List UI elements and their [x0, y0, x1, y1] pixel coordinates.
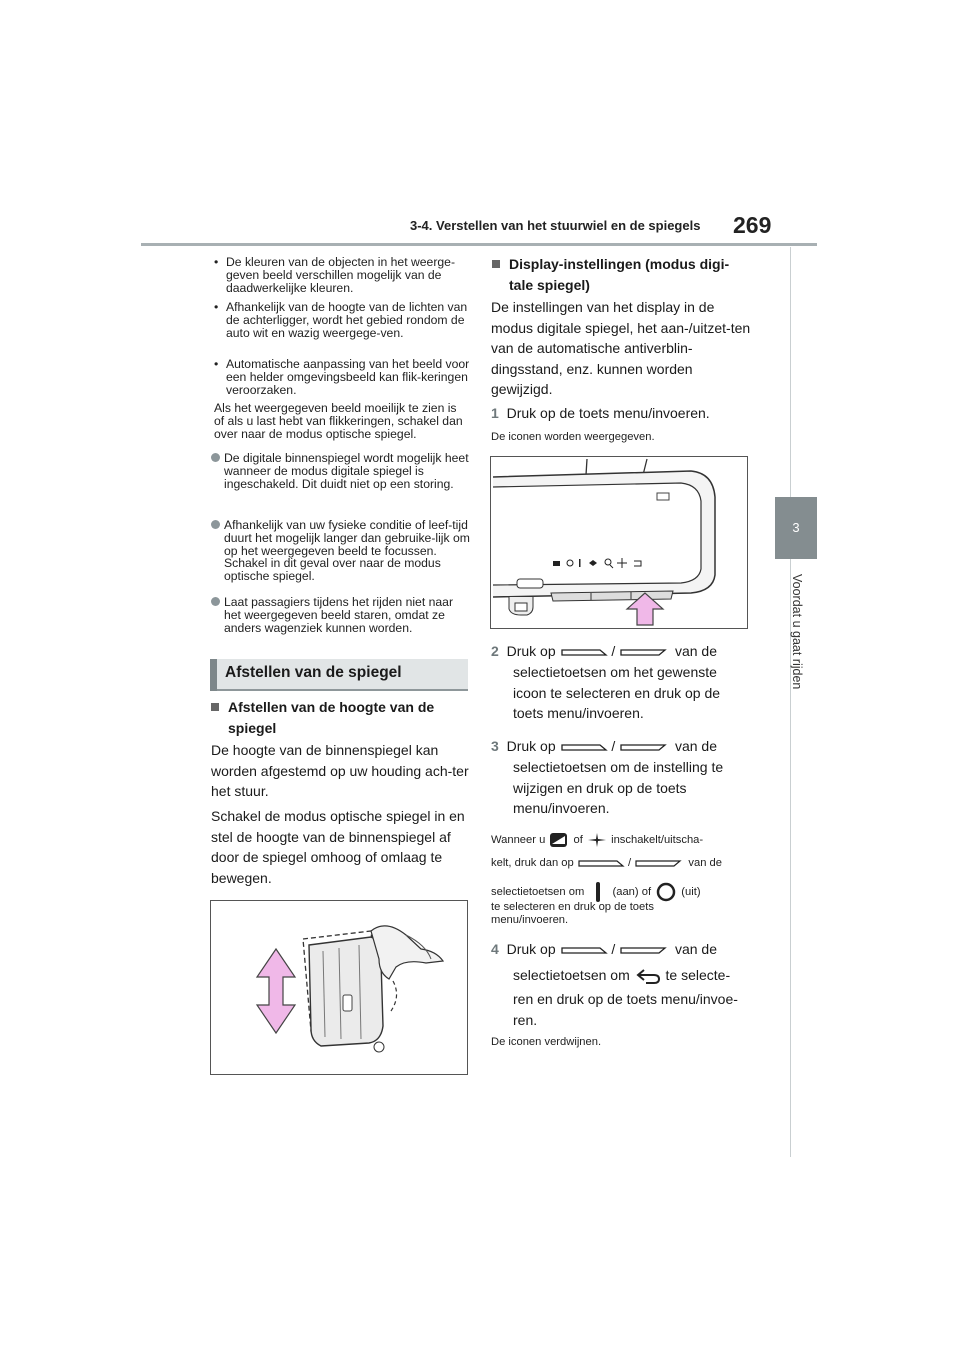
up-select-button-icon	[560, 647, 608, 657]
note-item: Afhankelijk van uw fysieke conditie of leef-tijd duurt het mogelijk langer dan gebruike-lijk om op het weergegeven beeld te focussen. Schakel in dit geval over naar de modus optische spiegel.	[211, 519, 471, 583]
up-select-button-icon	[560, 742, 608, 752]
down-select-button-icon	[619, 945, 667, 955]
step-2: 2 Druk op / van de	[491, 643, 717, 659]
note-dot-icon	[211, 520, 220, 529]
bullet-followup: Als het weergegeven beeld moeilijk te zien is of als u last hebt van flikkeringen, schakel dan over naar de modus optische spiegel.	[214, 401, 463, 441]
return-arrow-icon	[634, 966, 662, 986]
step-note: De iconen verdwijnen.	[491, 1036, 602, 1048]
digital-mirror-figure	[490, 456, 748, 629]
note-line: selectietoetsen om (aan) of (uit)	[491, 881, 753, 903]
up-select-button-icon	[577, 858, 625, 868]
bullet-item: • Afhankelijk van de hoogte van de lichten van de achterligger, wordt het gebied rondom de auto wit en wazig weergege-ven.	[214, 300, 468, 340]
page-number: 269	[733, 212, 772, 238]
subheading: Afstellen van de hoogte van de spiegel	[228, 699, 435, 736]
off-circle-icon	[654, 881, 678, 903]
note-item: De digitale binnenspiegel wordt mogelijk heet wanneer de modus digitale spiegel is ingeschakeld. Dit duidt niet op een storing.	[211, 452, 471, 490]
header-rule	[141, 243, 817, 246]
step-4-line: selectietoetsen om te selecte-	[513, 965, 753, 986]
step-note: De iconen worden weergegeven.	[491, 431, 655, 443]
paragraph: Schakel de modus optische spiegel in en stel de hoogte van de binnenspiegel af door de spiegel omhoog of omlaag te bewegen.	[211, 808, 465, 886]
auto-dimming-icon	[548, 832, 570, 848]
brightness-sparkle-icon	[586, 832, 608, 848]
paragraph: De instellingen van het display in de modus digitale spiegel, het aan-/uitzet-ten van de automatische antiverblin-dingsstand, enz. kunnen worden gewijzigd.	[491, 299, 751, 397]
step-2-text: selectietoetsen om het gewenste icoon te selecteren en druk op de toets menu/invoeren.	[513, 664, 721, 721]
down-select-button-icon	[634, 858, 682, 868]
down-select-button-icon	[619, 647, 667, 657]
heading-bar	[210, 659, 217, 691]
note-dot-icon	[211, 453, 220, 462]
square-bullet-icon	[492, 260, 500, 268]
mirror-height-figure	[210, 900, 468, 1075]
step-3-text: selectietoetsen om de instelling te wijzigen en druk op de toets menu/invoeren.	[513, 759, 724, 816]
note-item: Laat passagiers tijdens het rijden niet naar het weergegeven beeld staren, omdat ze anders wagenziek kunnen worden.	[211, 596, 471, 634]
section-title: 3-4. Verstellen van het stuurwiel en de spiegels	[410, 218, 701, 233]
chapter-tab[interactable]: 3	[775, 497, 817, 559]
up-down-arrow-icon	[257, 949, 295, 1033]
paragraph: De hoogte van de binnenspiegel kan worden afgestemd op uw houding ach-ter het stuur.	[211, 742, 469, 799]
step-1: 1 Druk op de toets menu/invoeren.	[491, 405, 710, 421]
on-bar-icon	[587, 881, 609, 903]
note-line: Wanneer u of inschakelt/uitscha-	[491, 832, 753, 848]
bullet-item: • Automatische aanpassing van het beeld voor een helder omgevingsbeeld kan flik-keringen veroorzaken.	[214, 357, 470, 397]
up-select-button-icon	[560, 945, 608, 955]
section-heading: Afstellen van de spiegel	[210, 659, 468, 691]
step-4: 4 Druk op / van de	[491, 941, 717, 957]
note-line: kelt, druk dan op / van de	[491, 857, 722, 869]
down-select-button-icon	[619, 742, 667, 752]
subheading: Display-instellingen (modus digi-tale spiegel)	[509, 256, 730, 293]
bullet-item: • De kleuren van de objecten in het weerge-geven beeld verschillen mogelijk van de daadwerkelijke kleuren.	[214, 255, 455, 295]
chapter-label: Voordat u gaat rijden	[790, 574, 804, 690]
step-4-text: ren en druk op de toets menu/invoe-ren.	[513, 991, 738, 1028]
note-dot-icon	[211, 597, 220, 606]
square-bullet-icon	[211, 703, 219, 711]
step-3: 3 Druk op / van de	[491, 738, 717, 754]
note-line: te selecteren en druk op de toets menu/invoeren.	[491, 901, 654, 926]
